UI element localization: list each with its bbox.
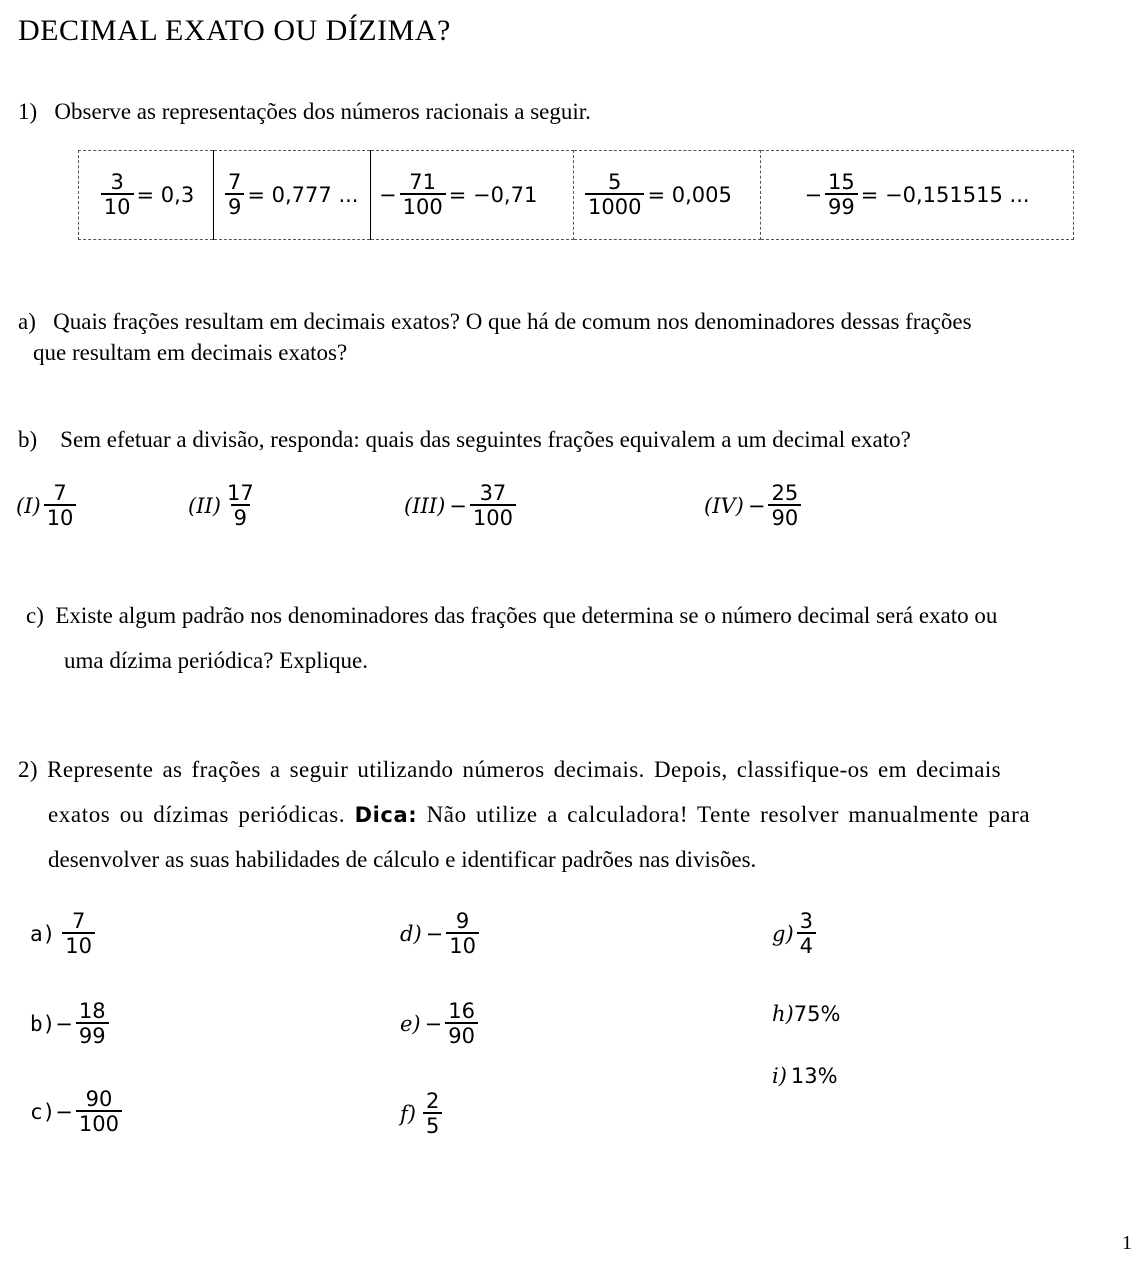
fraction <box>445 1000 478 1048</box>
percent-value: 13% <box>790 1064 838 1088</box>
option-III <box>404 482 519 530</box>
item-label: d) <box>400 922 422 947</box>
numerator: 90 <box>85 1087 113 1111</box>
fraction <box>62 910 95 958</box>
result: = −0,71 <box>448 183 538 207</box>
item-label: b) <box>18 427 38 452</box>
fraction <box>101 171 134 219</box>
question-2 <box>18 748 1132 883</box>
table-cell <box>761 151 1074 240</box>
result: = 0,777 ... <box>247 183 359 207</box>
sign: − <box>379 183 397 207</box>
page-number: 1 <box>1122 1232 1132 1254</box>
table-cell <box>574 151 761 240</box>
numerator: 71 <box>409 169 437 194</box>
fraction <box>44 482 77 530</box>
option-label: (IV) <box>704 494 744 519</box>
numerator: 3 <box>110 169 124 194</box>
denominator: 10 <box>101 193 134 219</box>
fractions-table <box>78 150 1074 240</box>
option-II <box>188 482 260 530</box>
q2-item-g <box>772 910 819 958</box>
denominator: 5 <box>423 1112 442 1138</box>
denominator: 90 <box>445 1022 478 1048</box>
fraction <box>76 1088 122 1136</box>
question-1 <box>18 96 591 127</box>
result: = 0,005 <box>647 183 732 207</box>
denominator: 10 <box>62 932 95 958</box>
result: = 0,3 <box>136 183 195 207</box>
q2-item-d <box>400 910 482 958</box>
tip-label: Dica: <box>354 802 418 827</box>
table-cell <box>371 151 574 240</box>
page-title: DECIMAL EXATO OU DÍZIMA? <box>18 14 451 47</box>
question-1-number: 1) <box>18 99 38 124</box>
numerator: 7 <box>71 909 86 933</box>
question-text: Sem efetuar a divisão, responda: quais das seguintes frações equivalem a um decimal exato? <box>60 427 911 452</box>
question-2-number: 2) <box>18 757 38 782</box>
denominator: 9 <box>225 193 244 219</box>
option-IV <box>704 482 804 530</box>
percent-value: 75% <box>793 1002 841 1026</box>
item-label: c) <box>26 603 44 628</box>
numerator: 17 <box>226 481 254 505</box>
fraction <box>470 482 516 530</box>
q2-item-i <box>772 1064 838 1088</box>
numerator: 7 <box>228 169 242 194</box>
item-label: h) <box>772 1002 794 1026</box>
table-cell <box>79 151 214 240</box>
item-label: i) <box>772 1064 787 1088</box>
sign: − <box>425 922 444 947</box>
result: = −0,151515 ... <box>860 183 1030 207</box>
denominator: 100 <box>76 1110 122 1136</box>
numerator: 5 <box>608 169 622 194</box>
fraction <box>797 910 816 958</box>
question-1-text: Observe as representações dos números racionais a seguir. <box>54 99 591 124</box>
numerator: 7 <box>53 481 67 505</box>
fraction <box>400 171 446 219</box>
question-text: desenvolver as suas habilidades de cálculo e identificar padrões nas divisões. <box>48 846 757 872</box>
q2-item-c <box>30 1088 125 1136</box>
fraction <box>768 482 801 530</box>
sign: − <box>747 494 766 519</box>
numerator: 16 <box>448 999 475 1023</box>
item-label: b) <box>30 1012 56 1037</box>
sign: − <box>55 1012 73 1037</box>
question-text: Não utilize a calculadora! Tente resolver manualmente para <box>426 801 1031 827</box>
q2-item-b <box>30 1000 112 1048</box>
question-1b <box>18 424 911 455</box>
question-text: Quais frações resultam em decimais exatos? O que há de comum nos denominadores dessas frações <box>53 309 972 334</box>
denominator: 10 <box>446 932 479 958</box>
fraction <box>585 171 644 219</box>
option-label: (I) <box>16 494 41 519</box>
denominator: 99 <box>825 193 858 219</box>
option-label: (II) <box>188 494 221 519</box>
numerator: 37 <box>479 481 507 505</box>
fraction <box>423 1090 442 1138</box>
denominator: 90 <box>768 504 801 530</box>
denominator: 1000 <box>585 193 644 219</box>
question-text: que resultam em decimais exatos? <box>33 340 348 366</box>
table-cell <box>214 151 371 240</box>
q2-item-h <box>772 1002 840 1026</box>
question-text: exatos ou dízimas periódicas. <box>48 801 346 827</box>
fraction <box>76 1000 109 1048</box>
item-label: f) <box>400 1102 416 1127</box>
numerator: 2 <box>425 1089 440 1113</box>
fraction <box>225 171 244 219</box>
fraction <box>446 910 479 958</box>
sign: − <box>424 1012 443 1037</box>
sign: − <box>804 183 823 207</box>
question-text: Existe algum padrão nos denominadores das frações que determina se o número decimal será exato ou <box>55 603 998 628</box>
item-label: c) <box>30 1100 56 1125</box>
question-text: Represente as frações a seguir utilizando números decimais. Depois, classifique-os em decimais <box>47 757 1002 782</box>
numerator: 25 <box>771 481 799 505</box>
question-1a <box>18 306 1128 368</box>
item-label: e) <box>400 1012 421 1037</box>
sign: − <box>449 494 467 519</box>
numerator: 15 <box>828 169 855 194</box>
fraction <box>224 482 257 530</box>
option-I <box>16 482 79 530</box>
numerator: 3 <box>799 909 814 933</box>
q2-item-f <box>400 1090 445 1138</box>
q2-item-a <box>30 910 98 958</box>
question-text: uma dízima periódica? Explique. <box>64 648 368 674</box>
sign: − <box>55 1100 73 1125</box>
denominator: 4 <box>797 932 816 958</box>
item-label: a) <box>18 309 36 334</box>
numerator: 9 <box>455 909 470 933</box>
item-label: g) <box>772 922 794 947</box>
denominator: 100 <box>470 504 516 530</box>
q2-item-e <box>400 1000 481 1048</box>
numerator: 18 <box>78 999 106 1023</box>
denominator: 10 <box>44 504 77 530</box>
denominator: 9 <box>231 504 250 530</box>
fraction <box>825 171 858 219</box>
question-1c <box>26 600 1138 676</box>
denominator: 99 <box>76 1022 109 1048</box>
option-label: (III) <box>404 494 446 519</box>
item-label: a) <box>30 922 56 947</box>
denominator: 100 <box>400 193 446 219</box>
